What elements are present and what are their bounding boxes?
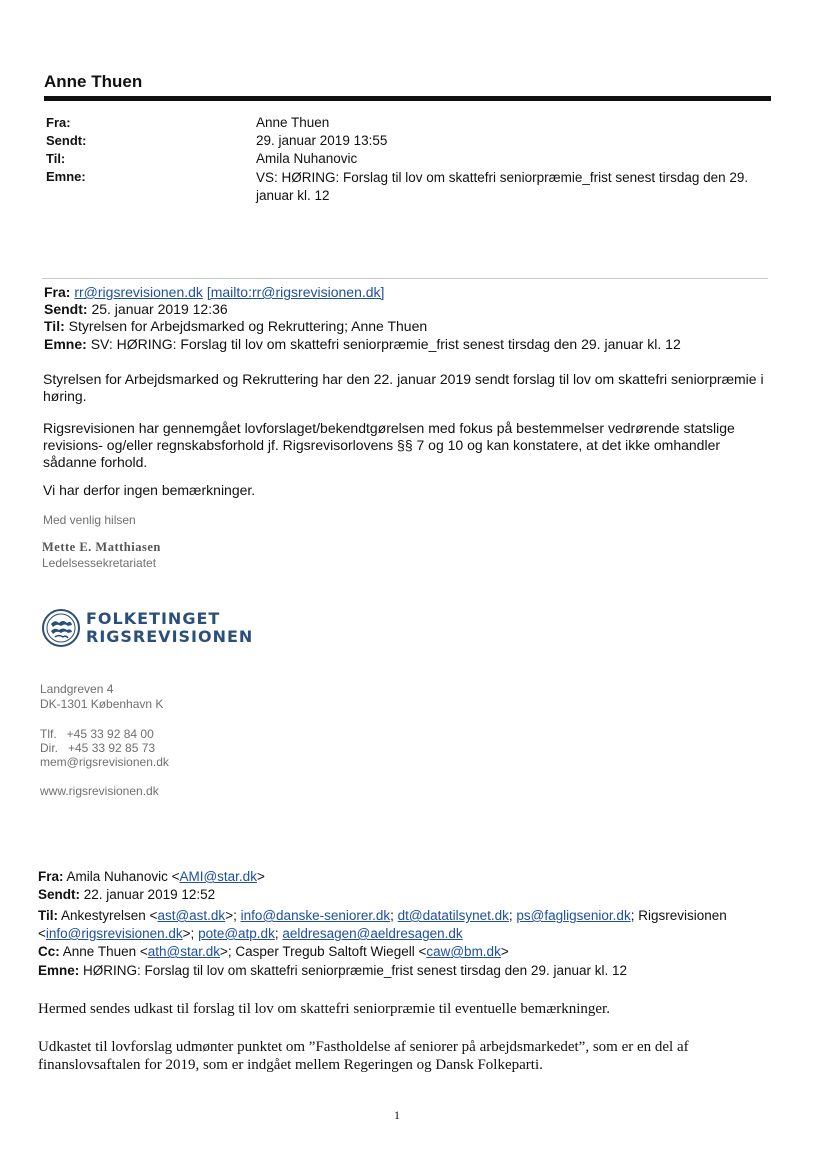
original-cc-text: > [500, 944, 509, 959]
contact-email: mem@rigsrevisionen.dk [40, 755, 169, 769]
original-to-email[interactable]: dt@datatilsynet.dk [397, 908, 509, 923]
original-to-text: < [38, 926, 46, 941]
folketinget-crest-icon [41, 608, 81, 648]
original-to-text: ; Rigsrevisionen [630, 908, 727, 923]
original-body-2-line: finanslovsaftalen for 2019, som er indgået mellem Regeringen og Dansk Folkeparti. [38, 1057, 543, 1073]
forward-separator [42, 278, 768, 279]
website: www.rigsrevisionen.dk [40, 784, 159, 798]
original-cc-text: Anne Thuen < [62, 944, 148, 959]
original-sent-label: Sendt: [38, 887, 80, 902]
original-sent-value: 22. januar 2019 12:52 [83, 887, 216, 902]
signature-greeting: Med venlig hilsen [43, 513, 136, 527]
original-cc-label: Cc: [38, 944, 60, 959]
forward-subject [44, 336, 681, 352]
original-cc-text: >; Casper Tregub Saltoft Wiegell < [219, 944, 427, 959]
forward-to-label: Til: [44, 318, 65, 334]
original-from-name: Amila Nuhanovic < [66, 869, 180, 884]
forward-paragraph-2 [43, 420, 783, 471]
forward-from-email[interactable]: rr@rigsrevisionen.dk [74, 284, 203, 300]
signer-department: Ledelsessekretariatet [42, 556, 157, 570]
title-rule [44, 96, 771, 101]
header-sent-label: Sendt: [46, 133, 87, 148]
forward-to-value: Styrelsen for Arbejdsmarked og Rekruttering; Anne Thuen [68, 318, 428, 334]
address-street: Landgreven 4 [40, 682, 114, 696]
original-to-text: Ankestyrelsen < [61, 908, 158, 923]
forward-from [44, 284, 384, 300]
original-body-2 [38, 1038, 689, 1074]
header-from-value: Anne Thuen [256, 115, 330, 130]
forward-paragraph-2-line: Rigsrevisionen har gennemgået lovforslaget/bekendtgørelsen med fokus på bestemmelser vedrørende statslige [43, 420, 735, 436]
original-to-email[interactable]: ast@ast.dk [157, 908, 226, 923]
forward-sent-label: Sendt: [44, 301, 88, 317]
original-from-email[interactable]: AMI@star.dk [179, 869, 257, 884]
original-to-email[interactable]: info@danske-seniorer.dk [240, 908, 391, 923]
forward-paragraph-2-line: revisions- og/eller regnskabsforhold jf. Rigsrevisorlovens §§ 7 og 10 og kan konstatere, at det ikke omhandler [43, 437, 721, 453]
original-to-email[interactable]: info@rigsrevisionen.dk [45, 926, 183, 941]
original-from-close: > [256, 869, 265, 884]
forward-paragraph-1 [43, 371, 783, 405]
header-to-value: Amila Nuhanovic [256, 151, 358, 166]
original-cc-email[interactable]: ath@star.dk [147, 944, 220, 959]
original-from-label: Fra: [38, 869, 64, 884]
forward-subject-label: Emne: [44, 336, 87, 352]
forward-paragraph-1-line: høring. [43, 388, 87, 404]
forward-paragraph-2-line: sådanne forhold. [43, 454, 148, 470]
header-subject-label: Emne: [46, 169, 86, 184]
original-body-2-line: Udkastet til lovforslag udmønter punktet om ”Fastholdelse af seniorer på arbejdsmarkedet”, som er en del af [38, 1039, 689, 1055]
original-sent [38, 887, 215, 902]
logo-text-folketinget: FOLKETINGET [86, 609, 221, 628]
original-to-text: >; [225, 908, 241, 923]
phone-main: Tlf. +45 33 92 84 00 [40, 727, 154, 741]
forward-paragraph-3: Vi har derfor ingen bemærkninger. [43, 482, 256, 498]
forward-sent-value: 25. januar 2019 12:36 [91, 301, 228, 317]
original-from [38, 869, 265, 884]
header-from-label: Fra: [46, 115, 71, 130]
forward-from-mailto[interactable]: [mailto:rr@rigsrevisionen.dk] [206, 284, 385, 300]
header-to-label: Til: [46, 151, 66, 166]
forward-paragraph-1-line: Styrelsen for Arbejdsmarked og Rekruttering har den 22. januar 2019 sendt forslag til lov om skattefri seniorpræmie i [43, 371, 764, 387]
forward-sent [44, 301, 228, 317]
original-to-continued [38, 926, 463, 941]
logo-text-rigsrevisionen: RIGSREVISIONEN [86, 627, 254, 646]
original-to-text: ; [390, 908, 398, 923]
original-to-text: ; [508, 908, 517, 923]
address-city: DK-1301 København K [40, 697, 164, 711]
original-to-label: Til: [38, 908, 58, 923]
sender-title: Anne Thuen [44, 72, 143, 91]
signer-name: Mette E. Matthiasen [42, 540, 161, 554]
forward-from-label: Fra: [44, 284, 71, 300]
header-sent-value: 29. januar 2019 13:55 [256, 133, 388, 148]
original-to [38, 908, 727, 923]
original-subject-label: Emne: [38, 963, 80, 978]
original-to-email[interactable]: ps@fagligsenior.dk [516, 908, 631, 923]
original-to-email[interactable]: pote@atp.dk [198, 926, 275, 941]
page-number: 1 [394, 1108, 400, 1122]
forward-to [44, 318, 427, 334]
forward-subject-value: SV: HØRING: Forslag til lov om skattefri seniorpræmie_frist senest tirsdag den 29. januar kl. 12 [90, 336, 681, 352]
phone-direct: Dir. +45 33 92 85 73 [40, 741, 156, 755]
original-to-text: >; [182, 926, 199, 941]
original-body-1: Hermed sendes udkast til forslag til lov om skattefri seniorpræmie til eventuelle bemærkninger. [38, 1001, 610, 1017]
original-to-text: ; [274, 926, 283, 941]
original-to-email[interactable]: aeldresagen@aeldresagen.dk [282, 926, 463, 941]
original-subject-value: HØRING: Forslag til lov om skattefri seniorpræmie_frist senest tirsdag den 29. januar kl. 12 [83, 963, 627, 978]
original-subject [38, 963, 627, 978]
header-subject-value: VS: HØRING: Forslag til lov om skattefri seniorpræmie_frist senest tirsdag den 29. januar kl. 12 [256, 170, 749, 203]
original-cc-email[interactable]: caw@bm.dk [426, 944, 501, 959]
original-cc [38, 944, 509, 959]
